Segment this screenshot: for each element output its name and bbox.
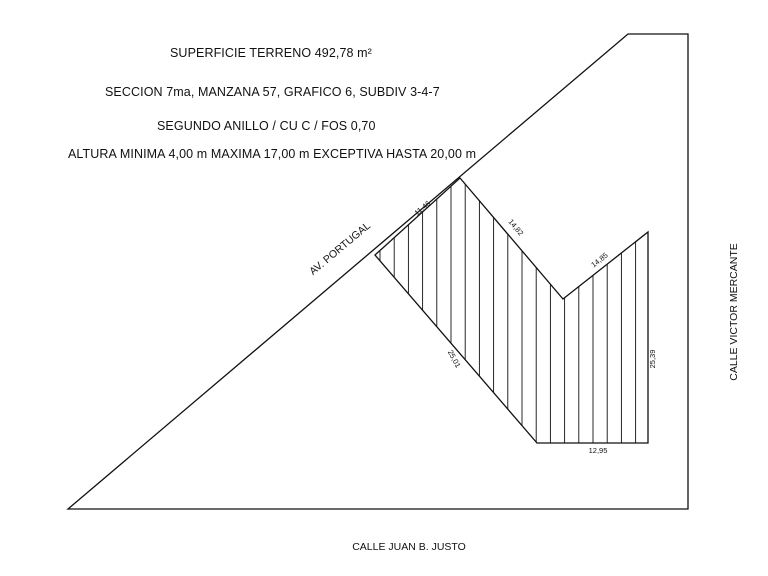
block-outline [68,34,688,509]
height-note: ALTURA MINIMA 4,00 m MAXIMA 17,00 m EXCEPTIVA HASTA 20,00 m [68,147,477,161]
street-label-juan-b-justo: CALLE JUAN B. JUSTO [352,541,466,553]
section-note: SECCION 7ma, MANZANA 57, GRAFICO 6, SUBDIV 3-4-7 [105,85,440,99]
zoning-note: SEGUNDO ANILLO / CU C / FOS 0,70 [157,119,376,133]
dimension-label: 14,85 [589,250,610,270]
street-label-victor-mercante: CALLE VICTOR MERCANTE [728,243,740,381]
surface-note: SUPERFICIE TERRENO 492,78 m² [170,46,372,60]
dimension-label: 25,01 [445,348,463,370]
dimension-label: 11,46 [412,198,433,218]
street-label-av-portugal: AV. PORTUGAL [307,219,373,278]
dimension-label: 12,95 [588,446,608,455]
dimension-label: 14,82 [506,217,526,238]
dimension-label: 25,39 [648,349,657,369]
